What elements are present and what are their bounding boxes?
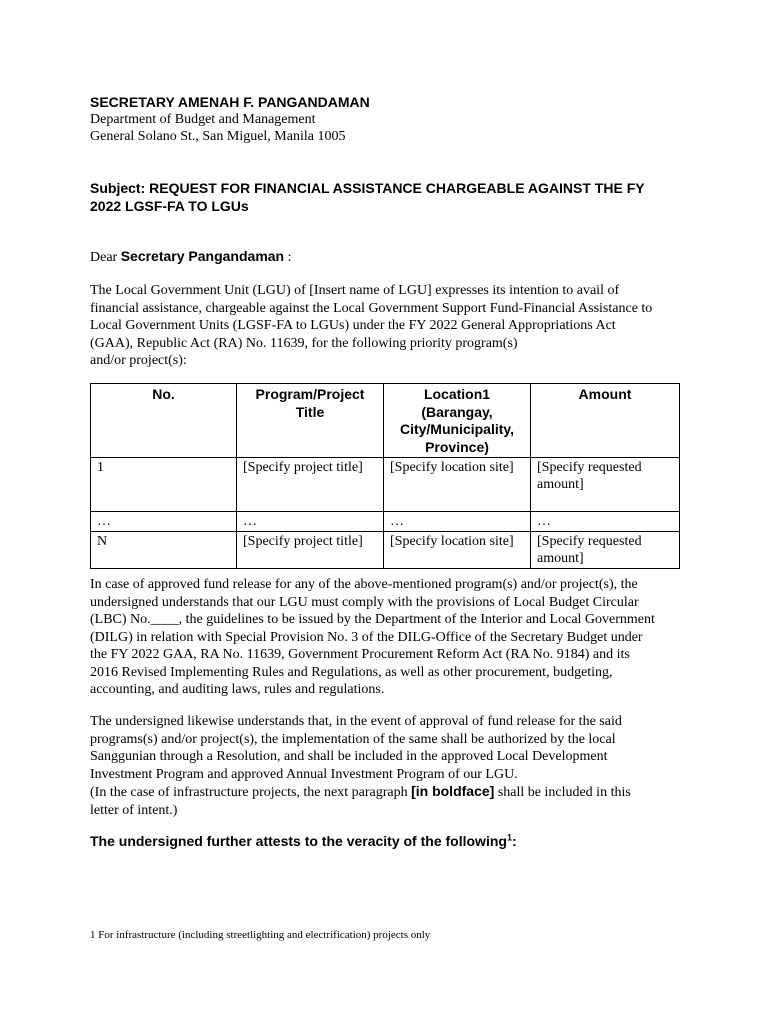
addressee-department: Department of Budget and Management bbox=[90, 112, 316, 127]
compliance-line: 2016 Revised Implementing Rules and Regulations, as well as other procurement, budgeting, bbox=[90, 664, 613, 680]
salutation-name: Secretary Pangandaman bbox=[120, 248, 285, 264]
table-row bbox=[91, 512, 680, 532]
authorization-line: Sanggunian through a Resolution, and shall be included in the approved Local Development bbox=[90, 749, 608, 764]
intro-line: (GAA), Republic Act (RA) No. 11639, for the following priority program(s) bbox=[90, 335, 518, 351]
attestation-colon: : bbox=[511, 833, 517, 849]
intro-line: The Local Government Unit (LGU) of [Insert name of LGU] expresses its intention to avail of bbox=[90, 283, 620, 298]
cell-amount: [Specify requested amount] bbox=[531, 458, 680, 512]
cell-amount: … bbox=[531, 512, 680, 532]
attestation-heading bbox=[90, 833, 517, 851]
compliance-line: undersigned understands that our LGU must comply with the provisions of Local Budget Circular bbox=[90, 594, 639, 610]
infrastructure-note bbox=[90, 783, 680, 802]
cell-no: N bbox=[91, 532, 237, 569]
intro-line: financial assistance, chargeable against the Local Government Support Fund-Financial Assistance to bbox=[90, 300, 653, 316]
subject-line-1: Subject: REQUEST FOR FINANCIAL ASSISTANCE CHARGEABLE AGAINST THE FY bbox=[90, 180, 645, 196]
cell-location: … bbox=[384, 512, 531, 532]
compliance-line: In case of approved fund release for any of the above-mentioned program(s) and/or project(s), the bbox=[90, 577, 638, 592]
footnote: 1 For infrastructure (including streetlighting and electrification) projects only bbox=[90, 929, 431, 941]
compliance-line: accounting, and auditing laws, rules and regulations. bbox=[90, 682, 385, 697]
salutation-suffix: : bbox=[284, 250, 292, 265]
cell-title: [Specify project title] bbox=[237, 532, 384, 569]
attestation-text: The undersigned further attests to the veracity of the following bbox=[90, 833, 507, 849]
cell-no: 1 bbox=[91, 458, 237, 512]
compliance-paragraph bbox=[90, 576, 680, 699]
subject-heading bbox=[90, 180, 690, 215]
note-line-2: letter of intent.) bbox=[90, 802, 178, 818]
cell-title: [Specify project title] bbox=[237, 458, 384, 512]
footnote-mark: 1 bbox=[506, 832, 512, 843]
salutation bbox=[90, 248, 292, 267]
table-row bbox=[91, 532, 680, 569]
note-boldface: [in boldface] bbox=[411, 783, 495, 799]
addressee-name: SECRETARY AMENAH F. PANGANDAMAN bbox=[90, 94, 370, 110]
salutation-prefix: Dear bbox=[90, 250, 121, 265]
authorization-line: programs(s) and/or project(s), the implementation of the same shall be authorized by the local bbox=[90, 731, 616, 747]
note-suffix: shall be included in this bbox=[494, 785, 631, 800]
table-row bbox=[91, 458, 680, 512]
authorization-line: The undersigned likewise understands that, in the event of approval of fund release for the said bbox=[90, 714, 622, 729]
intro-paragraph bbox=[90, 282, 680, 370]
cell-title: … bbox=[237, 512, 384, 532]
header-amount: Amount bbox=[531, 384, 680, 458]
header-program-title: Program/Project Title bbox=[237, 384, 384, 458]
cell-location: [Specify location site] bbox=[384, 458, 531, 512]
subject-line-2: 2022 LGSF-FA TO LGUs bbox=[90, 197, 249, 214]
compliance-line: (LBC) No.____, the guidelines to be issued by the Department of the Interior and Local Government bbox=[90, 612, 655, 627]
header-no: No. bbox=[91, 384, 237, 458]
table-header-row bbox=[91, 384, 680, 458]
cell-location: [Specify location site] bbox=[384, 532, 531, 569]
header-location: Location1 (Barangay, City/Municipality, Province) bbox=[384, 384, 531, 458]
note-prefix: (In the case of infrastructure projects, the next paragraph bbox=[90, 785, 412, 800]
authorization-paragraph bbox=[90, 713, 680, 819]
compliance-line: the FY 2022 GAA, RA No. 11639, Government Procurement Reform Act (RA No. 9184) and its bbox=[90, 647, 630, 662]
authorization-line: Investment Program and approved Annual Investment Program of our LGU. bbox=[90, 766, 518, 782]
cell-no: … bbox=[91, 512, 237, 532]
intro-line: Local Government Units (LGSF-FA to LGUs) under the FY 2022 General Appropriations Act bbox=[90, 318, 616, 333]
addressee-address: General Solano St., San Miguel, Manila 1005 bbox=[90, 129, 346, 144]
projects-table bbox=[90, 383, 680, 569]
intro-line: and/or project(s): bbox=[90, 353, 187, 368]
compliance-line: (DILG) in relation with Special Provision No. 3 of the DILG-Office of the Secretary Budget under bbox=[90, 629, 643, 645]
cell-amount: [Specify requested amount] bbox=[531, 532, 680, 569]
